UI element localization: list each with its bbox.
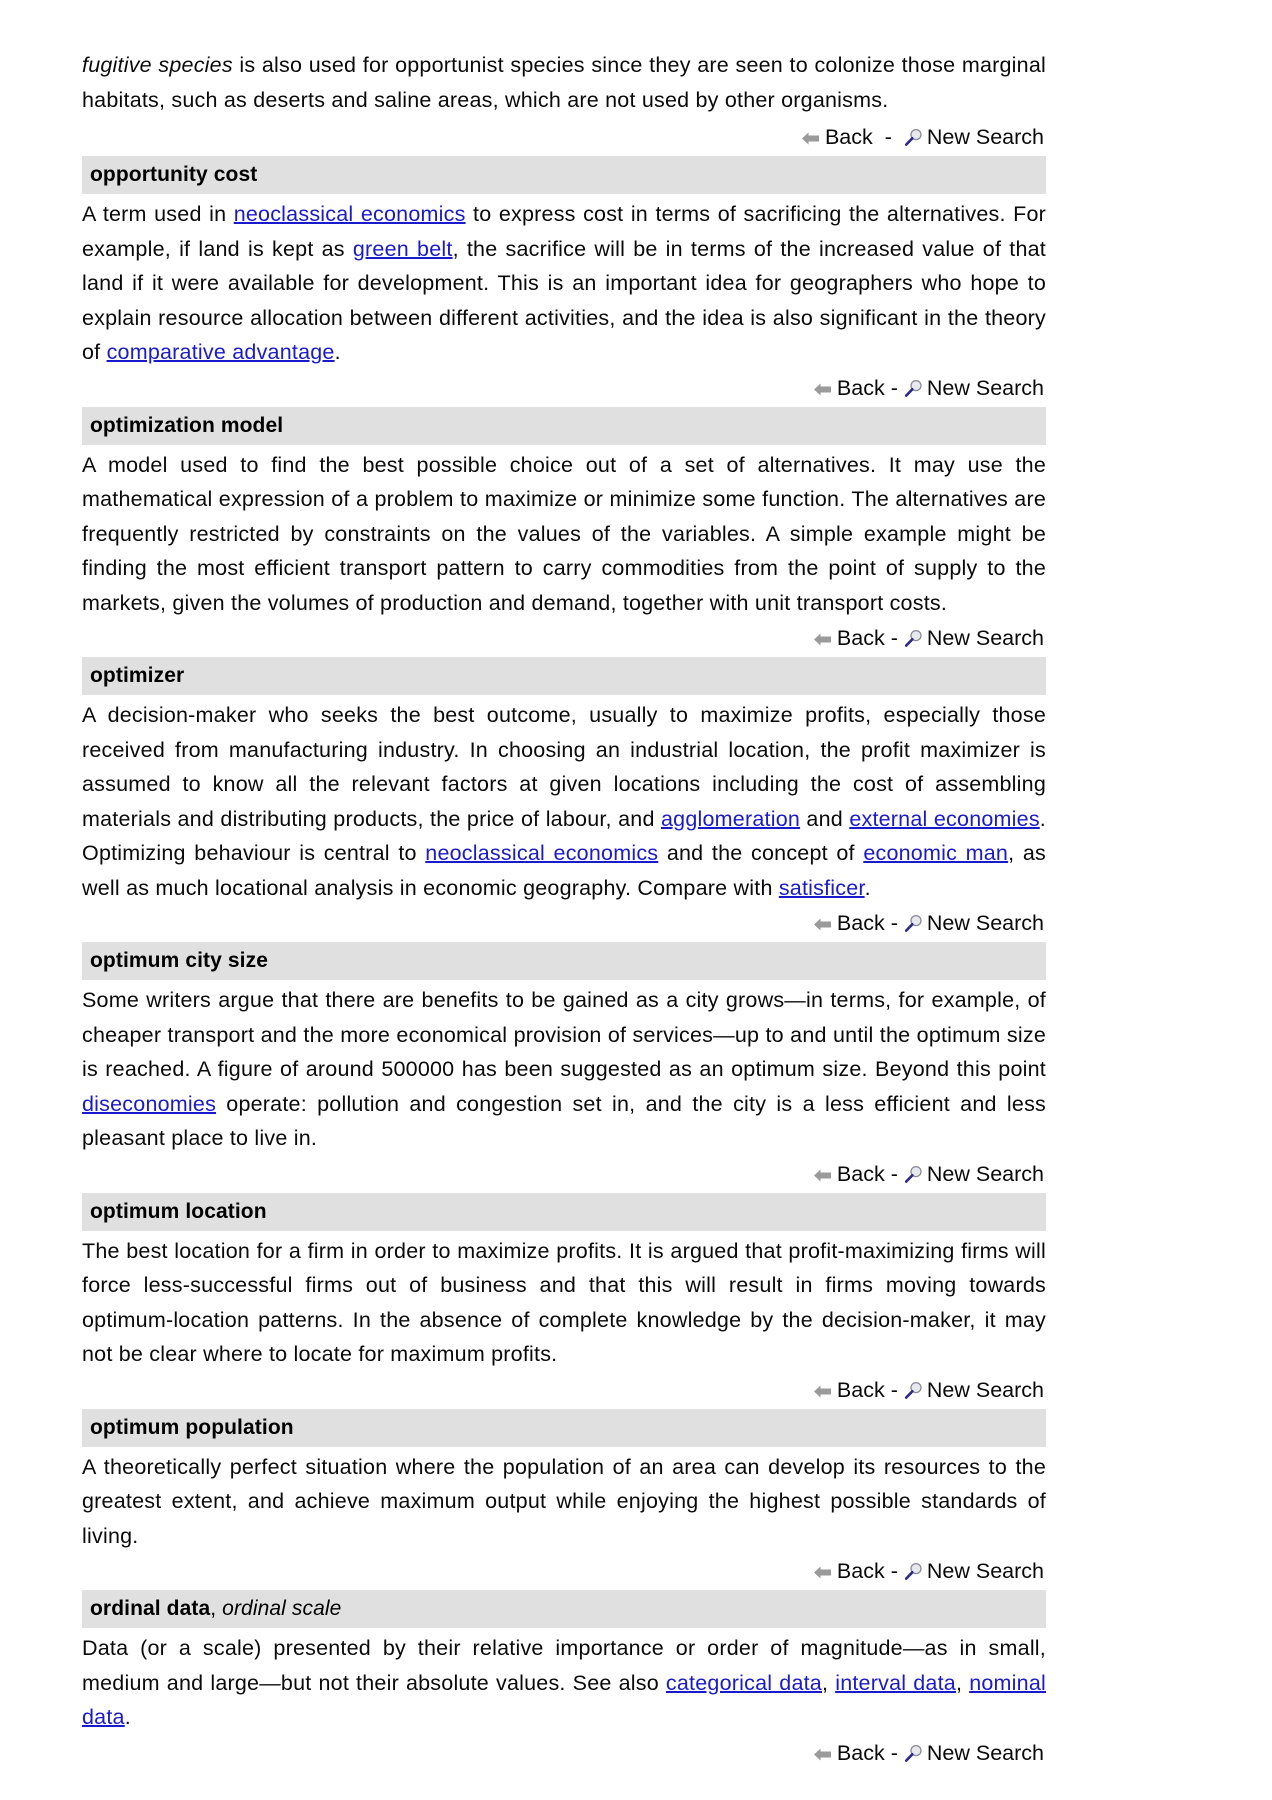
cross-reference-link[interactable]: nominal data (82, 1670, 1046, 1729)
definition-text: operate: pollution and congestion set in, and the city is a less efficient and less pleasant place to live in. (82, 1091, 1046, 1150)
magnifying-glass-icon (904, 1559, 923, 1578)
left-arrow-icon (813, 375, 832, 390)
definition-text: , (955, 1670, 970, 1695)
nav-separator: - (890, 626, 898, 650)
nav-separator: - (884, 125, 892, 149)
nav-line (82, 1374, 1046, 1409)
new-search-link[interactable] (904, 1159, 1044, 1189)
magnifying-glass-icon (904, 911, 923, 930)
entry-term-separator: , (210, 1597, 223, 1620)
entry-term: optimization model (90, 413, 284, 437)
back-link[interactable] (813, 1159, 885, 1189)
magnifying-glass-icon (904, 1741, 923, 1760)
new-search-label: New Search (926, 1377, 1044, 1402)
glossary-content (82, 48, 1046, 1772)
entry-term: optimum location (90, 1199, 267, 1223)
definition-text: and (800, 806, 850, 831)
back-link[interactable] (813, 1738, 885, 1768)
definition-text: A model used to find the best possible choice out of a set of alternatives. It may use the mathematical expression of a problem to maximize or minimize some function. The alternatives are frequently restricted by constraints on the values of the variables. A simple example might be finding the most efficient transport pattern to carry commodities from the point of supply to the markets, given the volumes of production and demand, together with unit transport costs. (82, 452, 1046, 615)
entry-term: optimizer (90, 664, 185, 687)
glossary-entry (82, 1409, 1046, 1591)
cross-reference-link[interactable]: comparative advantage (106, 340, 335, 364)
definition-text: , (821, 1670, 836, 1695)
glossary-entry (82, 657, 1046, 942)
nav-separator: - (890, 1559, 898, 1583)
new-search-link[interactable] (904, 623, 1044, 653)
magnifying-glass-icon (904, 626, 923, 645)
left-arrow-icon (813, 625, 832, 640)
left-arrow-icon (813, 1740, 832, 1755)
entry-definition (82, 194, 1046, 370)
entry-definition (82, 980, 1046, 1156)
definition-text: . (864, 875, 871, 900)
new-search-label: New Search (926, 911, 1044, 935)
definition-text: Some writers argue that there are benefits to be gained as a city grows—in terms, for example, of cheaper transport and the more economical provision of services—up to and until the optimum size is reached. A figure of around 500000 has been suggested as an optimum size. Beyond this point (82, 988, 1046, 1081)
new-search-link[interactable] (904, 1738, 1044, 1768)
definition-text: , the sacrifice will be in terms of the increased value of that land if it were available for development. This is an important idea for geographers who hope to explain resource allocation between different activities, and the idea is also significant in the theory of (82, 236, 1046, 364)
back-link[interactable] (813, 908, 885, 938)
back-label: Back (836, 1740, 885, 1765)
new-search-label: New Search (926, 125, 1044, 149)
glossary-entry (82, 156, 1046, 407)
new-search-label: New Search (926, 375, 1044, 400)
cross-reference-link[interactable]: neoclassical economics (425, 841, 659, 865)
definition-text: The best location for a firm in order to maximize profits. It is argued that profit-maximizing firms will force less-successful firms out of business and that this will result in firms moving towards optimum-location patterns. In the absence of complete knowledge by the decision-maker, it may not be clear where to locate for maximum profits. (82, 1238, 1046, 1366)
new-search-link[interactable] (904, 1556, 1044, 1586)
new-search-label: New Search (926, 1559, 1044, 1583)
new-search-label: New Search (926, 626, 1044, 650)
cross-reference-link[interactable]: neoclassical economics (233, 202, 466, 226)
definition-text: . (334, 340, 341, 364)
glossary-entry (82, 942, 1046, 1193)
cross-reference-link[interactable]: interval data (835, 1670, 956, 1695)
back-label: Back (824, 125, 873, 149)
entry-term-header (82, 657, 1046, 695)
definition-text: . (124, 1705, 131, 1729)
entry-term: optimum city size (90, 949, 268, 972)
new-search-link[interactable] (904, 373, 1044, 403)
entries-container (82, 156, 1046, 1772)
nav-line (82, 372, 1046, 407)
back-label: Back (836, 911, 885, 935)
entry-term: ordinal data (90, 1597, 211, 1620)
nav-separator: - (890, 375, 898, 400)
definition-text: to express cost in terms of sacrificing the alternatives. For example, if land is kept as (82, 202, 1046, 261)
new-search-link[interactable] (904, 122, 1044, 152)
back-link[interactable] (813, 1375, 885, 1405)
definition-text: A theoretically perfect situation where the population of an area can develop its resources to the greatest extent, and achieve maximum output while enjoying the highest possible standards of living. (82, 1454, 1046, 1548)
left-arrow-icon (813, 1161, 832, 1176)
nav-separator: - (890, 1161, 898, 1186)
nav-separator: - (890, 911, 898, 935)
cross-reference-link[interactable]: green belt (352, 236, 453, 261)
definition-text: A decision-maker who seeks the best outcome, usually to maximize profits, especially those received from manufacturing industry. In choosing an industrial location, the profit maximizer is assumed to know all the relevant factors at given locations including the cost of assembling materials and distributing products, the price of labour, and (82, 703, 1046, 831)
cross-reference-link[interactable]: agglomeration (661, 806, 801, 831)
glossary-entry (82, 1193, 1046, 1409)
intro-text: is also used for opportunist species since they are seen to colonize those marginal habitats, such as deserts and saline areas, which are not used by other organisms. (82, 53, 1047, 112)
cross-reference-link[interactable]: diseconomies (82, 1091, 217, 1116)
entry-definition (82, 1628, 1046, 1735)
entry-term: optimum population (90, 1415, 294, 1439)
left-arrow-icon (813, 910, 832, 925)
intro-paragraph (82, 48, 1046, 117)
glossary-entry (82, 407, 1046, 658)
nav-line (82, 1158, 1046, 1193)
back-link[interactable] (813, 623, 885, 653)
cross-reference-link[interactable]: satisficer (778, 875, 865, 900)
glossary-entry (82, 1590, 1046, 1772)
intro-term: fugitive species (82, 53, 233, 77)
entry-term-header (82, 1409, 1046, 1447)
new-search-label: New Search (926, 1740, 1044, 1765)
entry-term-header (82, 1193, 1046, 1231)
back-link[interactable] (813, 373, 885, 403)
nav-line (82, 907, 1046, 942)
entry-term-header (82, 942, 1046, 980)
nav-line (82, 1737, 1046, 1772)
cross-reference-link[interactable]: external economies (849, 806, 1040, 831)
entry-definition (82, 1447, 1046, 1554)
back-link[interactable] (813, 1556, 885, 1586)
entry-definition (82, 695, 1046, 905)
back-label: Back (836, 1377, 885, 1402)
back-label: Back (836, 626, 885, 650)
left-arrow-icon (801, 124, 820, 139)
magnifying-glass-icon (904, 1378, 923, 1397)
nav-line (82, 1555, 1046, 1590)
nav-separator: - (890, 1377, 898, 1402)
definition-text: Data (or a scale) presented by their relative importance or order of magnitude—as in small, medium and large—but not their absolute values. See also (82, 1636, 1046, 1695)
nav-line (82, 622, 1046, 657)
back-label: Back (836, 1559, 885, 1583)
magnifying-glass-icon (904, 125, 923, 144)
nav-line (82, 121, 1046, 156)
definition-text: , as well as much locational analysis in economic geography. Compare with (82, 841, 1046, 900)
left-arrow-icon (813, 1558, 832, 1573)
magnifying-glass-icon (904, 1162, 923, 1181)
cross-reference-link[interactable]: economic man (863, 841, 1009, 865)
entry-term-header (82, 1590, 1046, 1628)
entry-alt-term: ordinal scale (222, 1597, 342, 1620)
back-link[interactable] (801, 122, 873, 152)
new-search-label: New Search (926, 1161, 1044, 1186)
back-label: Back (836, 375, 885, 400)
cross-reference-link[interactable]: categorical data (665, 1670, 822, 1695)
entry-definition (82, 445, 1046, 621)
back-label: Back (836, 1161, 885, 1186)
new-search-link[interactable] (904, 908, 1044, 938)
entry-term-header (82, 407, 1046, 445)
definition-text: . Optimizing behaviour is central to (82, 806, 1046, 865)
entry-definition (82, 1231, 1046, 1372)
left-arrow-icon (813, 1377, 832, 1392)
entry-term: opportunity cost (90, 163, 258, 186)
definition-text: and the concept of (658, 841, 864, 865)
nav-separator: - (890, 1740, 898, 1765)
magnifying-glass-icon (904, 376, 923, 395)
new-search-link[interactable] (904, 1375, 1044, 1405)
entry-term-header (82, 156, 1046, 194)
definition-text: A term used in (82, 202, 234, 226)
